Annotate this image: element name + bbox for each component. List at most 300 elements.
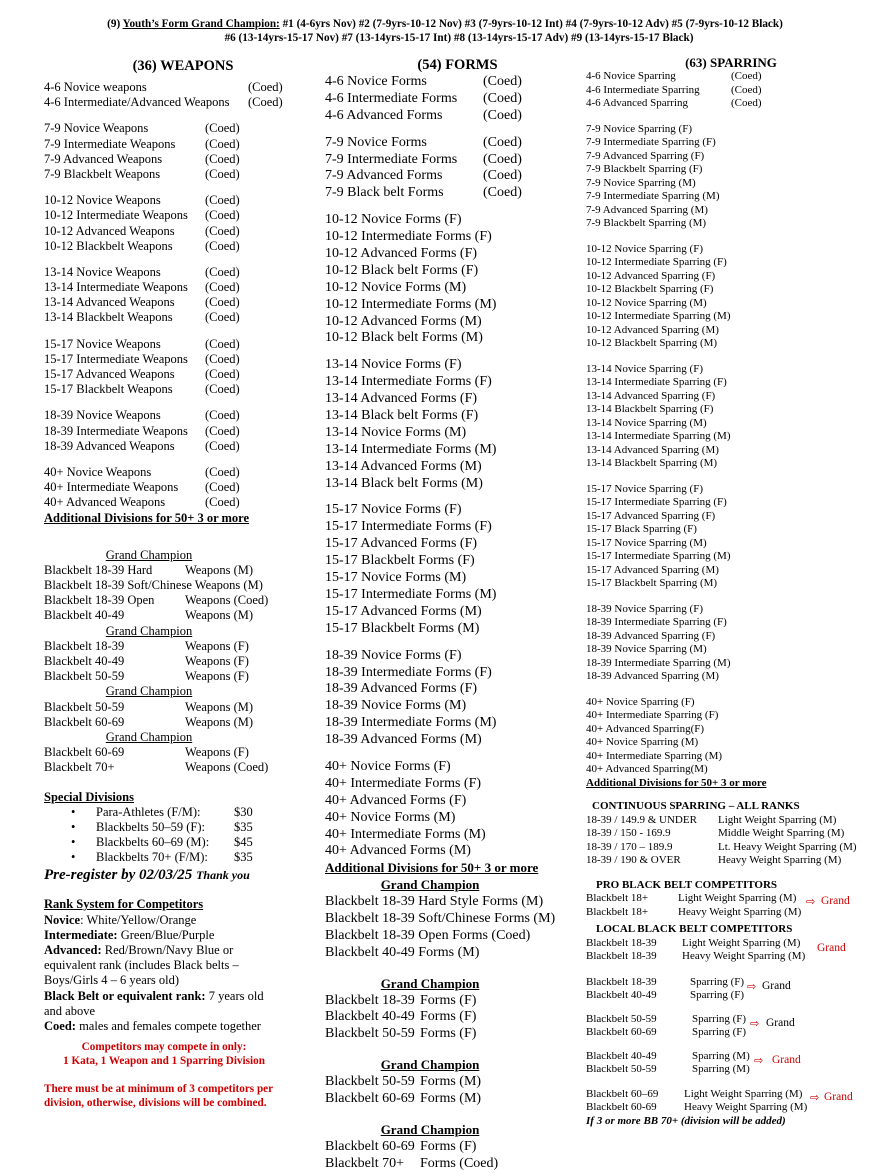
weapons-grand-champion: Grand Champion <box>105 729 193 744</box>
division-group: Light Weight Sparring (M) <box>684 1087 803 1100</box>
division-line: 10-12 Advanced Forms (F) <box>325 246 478 262</box>
division-name: 18-39 Intermediate Weapons <box>44 423 188 438</box>
division-group: Weapons (Coed) <box>185 593 269 608</box>
division-group: (Coed) <box>205 310 240 325</box>
weapons-grand-champion: Grand Champion <box>105 547 193 562</box>
division-line <box>325 928 580 945</box>
special-division-name: • Blackbelts 70+ (F/M): <box>96 850 208 865</box>
division-line: 13-14 Intermediate Forms (M) <box>325 441 497 457</box>
division-line: 15-17 Advanced Forms (M) <box>325 603 482 619</box>
division-name: Blackbelt 40-49 <box>44 608 125 623</box>
forms-title: (54) FORMS <box>417 57 498 73</box>
division-line: 40+ Intermediate Forms (F) <box>325 775 482 791</box>
forms-gc-group <box>325 894 580 962</box>
division-line: 7-9 Blackbelt Sparring (M) <box>586 217 707 229</box>
division-line <box>44 167 302 182</box>
division-group: (Coed) <box>483 168 522 184</box>
division-group: (Coed) <box>205 438 240 453</box>
grand-label: Grand <box>766 1016 795 1029</box>
division-name: 15-17 Novice Weapons <box>44 336 161 351</box>
division-name: Blackbelt 50-59 <box>325 1026 415 1042</box>
rank-advanced-2: equivalent rank (includes Black belts – <box>44 958 239 973</box>
division-group: Sparring (M) <box>692 1049 750 1062</box>
division-line: 15-17 Novice Forms (M) <box>325 570 467 586</box>
header-number: (9) <box>107 18 123 30</box>
division-name: 10-12 Advanced Weapons <box>44 223 175 238</box>
local-black-belt-group <box>586 1050 886 1077</box>
rank-black-belt: Black Belt or equivalent rank: 7 years old <box>44 988 264 1003</box>
division-line <box>44 495 302 510</box>
division-name: 4-6 Intermediate Sparring <box>586 83 700 96</box>
division-line <box>325 168 580 185</box>
division-line: 13-14 Novice Sparring (M) <box>586 416 707 429</box>
local-black-belt-group <box>586 1013 886 1040</box>
division-line: 15-17 Intermediate Forms (M) <box>325 586 497 602</box>
division-group: Forms (F) <box>420 992 477 1008</box>
division-line <box>586 989 886 1003</box>
division-name: Blackbelt 18-39 <box>586 975 657 988</box>
forms-gc-group <box>325 993 580 1044</box>
division-name: Blackbelt 70+ <box>44 760 115 775</box>
division-name: 10-12 Blackbelt Weapons <box>44 238 173 253</box>
sparring-group <box>586 123 886 231</box>
header-line-1 <box>0 18 890 30</box>
division-name: Blackbelt 18-39 Hard <box>44 562 153 577</box>
division-line: 15-17 Intermediate Sparring (M) <box>586 550 731 562</box>
forms-group <box>325 357 580 492</box>
division-line <box>44 578 302 593</box>
division-group: (Coed) <box>205 423 240 438</box>
division-name: 7-9 Black belt Forms <box>325 185 444 201</box>
division-group: (Coed) <box>205 121 240 136</box>
division-group: Sparring (F) <box>690 975 745 988</box>
division-line <box>325 1009 580 1026</box>
division-line <box>44 480 302 495</box>
division-name: 4-6 Novice weapons <box>44 80 147 94</box>
division-group: (Coed) <box>205 151 240 166</box>
division-line: 18-39 Novice Forms (M) <box>325 698 467 714</box>
division-line: 13-14 Novice Forms (M) <box>325 424 467 440</box>
division-group: Heavy Weight Sparring (M) <box>678 905 802 918</box>
division-name: 7-9 Advanced Weapons <box>44 151 163 166</box>
division-line <box>44 239 302 254</box>
division-group: (Coed) <box>483 107 522 123</box>
division-line: 7-9 Advanced Sparring (F) <box>586 149 705 162</box>
division-group: Sparring (M) <box>692 1063 750 1075</box>
division-name: 7-9 Blackbelt Weapons <box>44 166 161 181</box>
division-name: Blackbelt 18-39 Open <box>44 593 155 608</box>
forms-group <box>325 74 580 125</box>
division-line <box>44 265 302 280</box>
weapons-gc-group <box>44 639 302 685</box>
division-line: 40+ Novice Forms (M) <box>325 809 456 825</box>
division-name: Blackbelt 50-59 <box>586 1012 657 1025</box>
division-name: Blackbelt 60-69 <box>586 1026 657 1038</box>
division-line: 18-39 Intermediate Forms (M) <box>325 715 497 731</box>
division-line <box>586 1101 886 1115</box>
division-name: Blackbelt 60–69 <box>586 1087 659 1100</box>
division-name: 10-12 Intermediate Weapons <box>44 208 188 223</box>
division-line: 10-12 Advanced Sparring (M) <box>586 323 719 336</box>
division-line <box>586 854 886 868</box>
division-group: Middle Weight Sparring (M) <box>718 827 845 839</box>
division-line: 10-12 Novice Forms (M) <box>325 279 467 295</box>
division-line <box>586 1013 886 1027</box>
division-name: 13-14 Novice Weapons <box>44 264 161 279</box>
division-line <box>325 91 580 108</box>
division-line: 18-39 Advanced Sparring (F) <box>586 629 716 642</box>
division-line: 13-14 Advanced Forms (F) <box>325 391 478 407</box>
division-line: 10-12 Blackbelt Sparring (F) <box>586 283 714 295</box>
division-line: 7-9 Intermediate Sparring (M) <box>586 190 720 202</box>
special-division-item <box>44 835 302 850</box>
division-line: 13-14 Intermediate Sparring (F) <box>586 376 727 388</box>
division-group: Forms (F) <box>420 1026 477 1042</box>
minimum-note: There must be at minimum of 3 competitors per division, otherwise, divisions will be combined. <box>44 1083 274 1110</box>
division-name: 18-39 / 149.9 & UNDER <box>586 813 697 826</box>
division-group: (Coed) <box>731 83 762 96</box>
division-line: 13-14 Intermediate Sparring (M) <box>586 430 731 442</box>
division-line: 10-12 Blackbelt Sparring (M) <box>586 337 718 349</box>
forms-group <box>325 135 580 203</box>
division-line <box>44 608 302 623</box>
sparring-footnote: If 3 or more BB 70+ (division will be added) <box>586 1114 786 1127</box>
division-name: 15-17 Intermediate Weapons <box>44 351 188 366</box>
division-name: Blackbelt 18-39 <box>44 638 125 653</box>
weapons-gc-group <box>44 745 302 775</box>
sparring-group <box>586 243 886 351</box>
division-line <box>586 1063 886 1077</box>
division-name: 7-9 Novice Weapons <box>44 121 149 136</box>
division-line <box>325 74 580 91</box>
division-line: 13-14 Novice Sparring (F) <box>586 362 704 375</box>
division-name: 7-9 Advanced Forms <box>325 168 443 184</box>
division-line: 10-12 Novice Forms (F) <box>325 212 462 228</box>
local-black-belt-title: LOCAL BLACK BELT COMPETITORS <box>596 923 793 935</box>
division-line: 13-14 Blackbelt Sparring (F) <box>586 403 714 415</box>
weapons-group <box>44 265 302 326</box>
division-line: 10-12 Advanced Sparring (F) <box>586 269 716 282</box>
division-name: Blackbelt 50-59 <box>44 669 125 684</box>
rank-black-belt-2: and above <box>44 1003 96 1018</box>
division-line: 18-39 Intermediate Sparring (F) <box>586 616 727 628</box>
division-line <box>44 715 302 730</box>
division-line <box>325 1156 580 1173</box>
header-line-2: #6 (13-14yrs-15-17 Nov) #7 (13-14yrs-15-17 Int) #8 (13-14yrs-15-17 Adv) #9 (13-14yrs-15-17 Black) <box>224 32 694 44</box>
division-line <box>44 193 302 208</box>
division-name: 18-39 / 150 - 169.9 <box>586 827 671 839</box>
division-group: (Coed) <box>205 367 240 381</box>
division-line: 10-12 Black belt Forms (F) <box>325 262 479 278</box>
division-group: Weapons (M) <box>185 699 254 714</box>
division-name: 40+ Novice Weapons <box>44 464 152 479</box>
division-line: 10-12 Novice Sparring (F) <box>586 242 704 255</box>
grand-label: Grand <box>772 1053 801 1066</box>
division-line: 13-14 Novice Forms (F) <box>325 357 462 373</box>
weapons-group <box>44 337 302 398</box>
division-group: (Coed) <box>205 264 240 279</box>
division-line <box>586 906 886 920</box>
division-name: 7-9 Intermediate Forms <box>325 151 458 167</box>
division-name: 7-9 Intermediate Weapons <box>44 136 176 151</box>
division-line: 13-14 Advanced Sparring (M) <box>586 443 719 456</box>
local-black-belt-group <box>586 1088 886 1115</box>
division-line <box>586 84 886 98</box>
division-line <box>44 760 302 775</box>
compete-note: Competitors may compete in only: 1 Kata, 1 Weapon and 1 Sparring Division <box>63 1041 265 1068</box>
division-line <box>586 976 886 990</box>
division-group: (Coed) <box>483 74 522 89</box>
weapons-column <box>44 56 302 1110</box>
division-name: Blackbelt 18+ <box>586 905 649 918</box>
division-name: 4-6 Intermediate/Advanced Weapons <box>44 95 230 110</box>
division-line <box>44 408 302 423</box>
division-name: Blackbelt 18-39 <box>586 950 657 962</box>
weapons-title: (36) WEAPONS <box>132 58 234 74</box>
division-group: Lt. Heavy Weight Sparring (M) <box>718 840 857 853</box>
division-line: 10-12 Novice Sparring (M) <box>586 296 707 309</box>
rank-advanced-3: Boys/Girls 4 – 6 years old) <box>44 973 180 988</box>
division-name: Blackbelt 18-39 Open Forms (Coed) <box>325 927 531 943</box>
division-name: 13-14 Intermediate Weapons <box>44 280 188 295</box>
sparring-group <box>586 363 886 471</box>
division-group: Heavy Weight Sparring (M) <box>682 950 806 962</box>
division-name: 40+ Advanced Weapons <box>44 495 166 510</box>
forms-group <box>325 759 580 860</box>
division-line <box>44 280 302 295</box>
division-group: (Coed) <box>483 185 522 201</box>
division-line <box>325 152 580 169</box>
division-group: (Coed) <box>731 70 762 82</box>
division-group: (Coed) <box>205 408 240 423</box>
division-line: 15-17 Blackbelt Forms (F) <box>325 553 475 569</box>
division-group: (Coed) <box>205 166 240 181</box>
division-line <box>586 70 886 84</box>
division-group: Heavy Weight Sparring (M) <box>684 1101 808 1113</box>
division-name: Blackbelt 60-69 <box>586 1101 657 1113</box>
division-line <box>586 1050 886 1064</box>
division-group: (Coed) <box>205 351 240 366</box>
division-line <box>586 841 886 855</box>
division-group: (Coed) <box>205 193 240 208</box>
grand-label: Grand <box>821 895 850 907</box>
division-line: 40+ Advanced Forms (M) <box>325 843 471 859</box>
division-line: 10-12 Intermediate Forms (F) <box>325 229 492 245</box>
division-line: 15-17 Intermediate Forms (F) <box>325 519 492 535</box>
division-group: (Coed) <box>205 464 240 479</box>
division-line <box>44 121 302 136</box>
division-name: 18-39 Advanced Weapons <box>44 438 175 453</box>
division-line: 18-39 Advanced Forms (M) <box>325 732 482 748</box>
division-name: Blackbelt 60-69 <box>325 1138 415 1154</box>
continuous-sparring-list <box>586 814 886 868</box>
pro-black-belt-group <box>586 892 886 919</box>
division-group: (Coed) <box>205 136 240 151</box>
division-line: 40+ Novice Forms (F) <box>325 758 451 774</box>
division-name: 4-6 Novice Sparring <box>586 70 676 82</box>
division-line: 15-17 Advanced Sparring (F) <box>586 509 716 522</box>
division-line: 18-39 Novice Forms (F) <box>325 647 462 663</box>
division-group: (Coed) <box>483 151 522 167</box>
division-group: Weapons (F) <box>185 654 249 668</box>
division-line <box>44 669 302 684</box>
division-group: (Coed) <box>205 208 240 223</box>
division-name: 18-39 / 170 – 189.9 <box>586 840 673 853</box>
forms-grand-champion: Grand Champion <box>380 877 480 893</box>
division-name: Blackbelt 18-39 <box>325 992 415 1008</box>
division-line: 18-39 Advanced Sparring (M) <box>586 670 719 682</box>
division-name: 4-6 Advanced Sparring <box>586 97 689 109</box>
division-line: 40+ Intermediate Sparring (M) <box>586 749 723 762</box>
division-line <box>44 337 302 352</box>
division-group: Weapons (M) <box>185 562 254 577</box>
division-line: 13-14 Advanced Forms (M) <box>325 458 482 474</box>
division-line: 10-12 Advanced Forms (M) <box>325 313 482 329</box>
division-line <box>44 152 302 167</box>
division-line <box>44 639 302 654</box>
division-name: 15-17 Advanced Weapons <box>44 367 175 381</box>
special-division-price: $45 <box>234 835 253 850</box>
division-line <box>325 1074 580 1091</box>
right-arrow-icon: ⇨ <box>750 1016 760 1030</box>
division-name: Blackbelt 50-59 <box>44 699 125 714</box>
division-name: 7-9 Novice Forms <box>325 134 427 150</box>
division-line <box>44 439 302 454</box>
rank-intermediate: Intermediate: Green/Blue/Purple <box>44 927 215 942</box>
preregister-note: Pre-register by 02/03/25 Thank you <box>44 867 250 884</box>
division-group: (Coed) <box>205 382 240 397</box>
division-line: 7-9 Advanced Sparring (M) <box>586 203 708 216</box>
division-line: 18-39 Intermediate Sparring (M) <box>586 656 731 669</box>
division-line <box>325 1026 580 1043</box>
division-group: Light Weight Sparring (M) <box>718 813 837 826</box>
division-group: Forms (M) <box>420 1090 482 1106</box>
right-arrow-icon: ⇨ <box>747 979 757 993</box>
division-line <box>586 1026 886 1040</box>
division-line: 10-12 Intermediate Sparring (M) <box>586 310 731 322</box>
special-division-price: $35 <box>234 819 253 834</box>
division-line: 18-39 Intermediate Forms (F) <box>325 664 492 680</box>
division-line: 13-14 Black belt Forms (M) <box>325 475 483 491</box>
right-arrow-icon: ⇨ <box>806 895 816 908</box>
division-name: Blackbelt 70+ <box>325 1155 405 1171</box>
division-line <box>325 993 580 1010</box>
weapons-grand-champion: Grand Champion <box>105 623 193 638</box>
special-divisions-list <box>44 805 302 866</box>
division-line <box>44 95 302 110</box>
division-line: 7-9 Novice Sparring (F) <box>586 122 693 135</box>
division-group: (Coed) <box>205 280 240 295</box>
division-group: (Coed) <box>483 134 522 150</box>
division-line <box>44 700 302 715</box>
forms-group <box>325 648 580 749</box>
division-line: 13-14 Black belt Forms (F) <box>325 408 479 424</box>
division-name: 10-12 Novice Weapons <box>44 193 161 208</box>
division-line: 13-14 Intermediate Forms (F) <box>325 374 492 390</box>
continuous-sparring-title: CONTINUOUS SPARRING – ALL RANKS <box>592 800 800 812</box>
division-name: Blackbelt 18-39 Soft/Chinese Weapons (M) <box>44 578 263 593</box>
division-line: 40+ Intermediate Sparring (F) <box>586 709 719 721</box>
division-line <box>325 894 580 911</box>
division-line <box>325 185 580 202</box>
division-line <box>325 135 580 152</box>
weapons-additional: Additional Divisions for 50+ 3 or more <box>44 510 250 525</box>
division-name: Blackbelt 60-69 <box>325 1090 415 1106</box>
division-line <box>586 814 886 828</box>
forms-grand-champion: Grand Champion <box>380 1057 480 1073</box>
division-line <box>44 745 302 760</box>
division-group: (Coed) <box>205 223 240 238</box>
division-name: 13-14 Advanced Weapons <box>44 295 175 310</box>
division-name: 4-6 Novice Forms <box>325 74 427 89</box>
division-line: 15-17 Novice Forms (F) <box>325 502 462 518</box>
division-line: 40+ Intermediate Forms (M) <box>325 826 486 842</box>
forms-column <box>325 56 580 1173</box>
division-line <box>586 97 886 111</box>
weapons-group <box>44 465 302 511</box>
division-line: 15-17 Blackbelt Forms (M) <box>325 620 480 636</box>
division-line: 18-39 Novice Sparring (F) <box>586 602 704 615</box>
division-group: Weapons (Coed) <box>185 760 269 775</box>
division-line: 13-14 Advanced Sparring (F) <box>586 389 716 402</box>
right-arrow-icon: ⇨ <box>754 1053 764 1067</box>
division-line <box>44 424 302 439</box>
grand-label: Grand <box>817 941 846 954</box>
division-group: (Coed) <box>205 480 240 495</box>
division-name: Blackbelt 18-39 <box>586 936 657 949</box>
division-name: 40+ Intermediate Weapons <box>44 480 179 495</box>
division-line <box>325 1139 580 1156</box>
sparring-group <box>586 696 886 777</box>
local-black-belt-group <box>586 976 886 1003</box>
division-line: 15-17 Intermediate Sparring (F) <box>586 496 727 508</box>
division-group: Forms (F) <box>420 1009 477 1025</box>
pro-black-belt-title: PRO BLACK BELT COMPETITORS <box>596 878 778 891</box>
weapons-grand-champion: Grand Champion <box>105 684 193 699</box>
division-name: Blackbelt 60-69 <box>44 745 125 760</box>
division-group: Forms (M) <box>420 1074 482 1090</box>
division-group: Weapons (F) <box>185 638 249 653</box>
rank-system-title: Rank System for Competitors <box>44 897 204 912</box>
weapons-gc-group <box>44 563 302 624</box>
division-group: Weapons (M) <box>185 608 254 623</box>
division-group: (Coed) <box>731 97 762 109</box>
division-line: 40+ Novice Sparring (M) <box>586 736 699 748</box>
division-line <box>44 295 302 310</box>
division-line: 18-39 Advanced Forms (F) <box>325 681 478 697</box>
sparring-title: (63) SPARRING <box>685 55 777 70</box>
division-group: Weapons (M) <box>185 714 254 729</box>
grand-label: Grand <box>824 1090 853 1103</box>
division-name: 18-39 / 190 & OVER <box>586 854 681 866</box>
division-line: 13-14 Blackbelt Sparring (M) <box>586 457 718 469</box>
special-division-item <box>44 820 302 835</box>
division-line <box>44 80 302 95</box>
division-line: 40+ Advanced Forms (F) <box>325 792 467 808</box>
division-name: Blackbelt 50-59 <box>586 1063 657 1075</box>
local-black-belt-group <box>586 937 886 964</box>
division-line <box>44 465 302 480</box>
division-line: 15-17 Advanced Forms (F) <box>325 536 478 552</box>
division-group: Weapons (F) <box>185 745 249 760</box>
forms-additional: Additional Divisions for 50+ 3 or more <box>325 860 539 876</box>
weapons-group <box>44 80 302 110</box>
division-name: 15-17 Blackbelt Weapons <box>44 382 173 397</box>
division-line <box>325 108 580 125</box>
division-group: Light Weight Sparring (M) <box>678 892 797 904</box>
division-name: Blackbelt 40-49 <box>586 1049 657 1062</box>
rank-coed: Coed: males and females compete together <box>44 1018 261 1033</box>
